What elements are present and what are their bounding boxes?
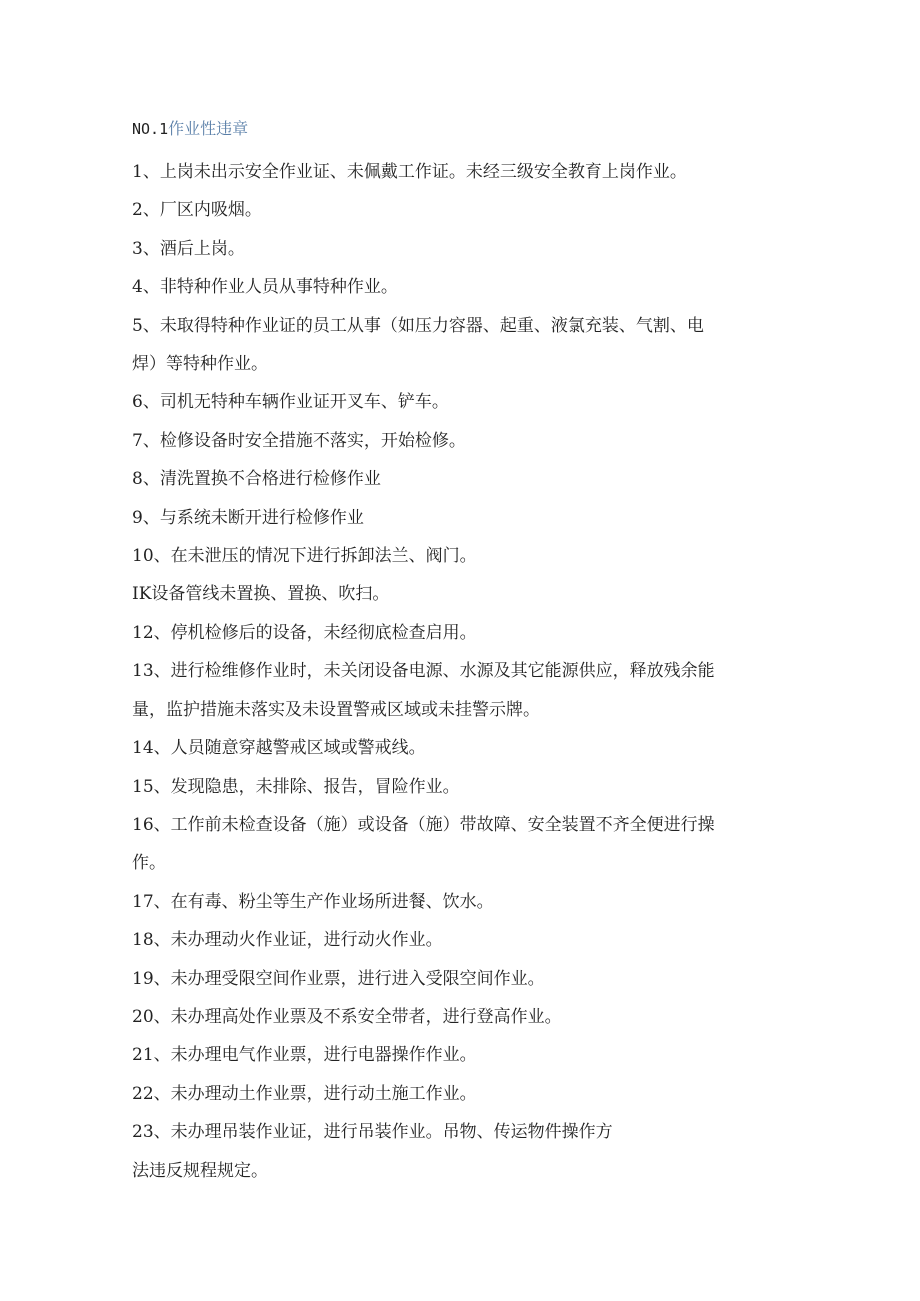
list-item-line: 7、检修设备时安全措施不落实，开始检修。 — [132, 430, 466, 451]
list-item-line: 21、未办理电气作业票，进行电器操作作业。 — [132, 1045, 477, 1066]
list-item — [132, 537, 772, 575]
list-item-line: 2、厂区内吸烟。 — [132, 200, 262, 221]
list-item-line: 8、清洗置换不合格进行检修作业 — [132, 469, 381, 490]
list-item — [132, 307, 772, 384]
list-item-line: 3、酒后上岗。 — [132, 238, 245, 259]
list-item — [132, 230, 772, 268]
list-item-line: 17、在有毒、粉尘等生产作业场所进餐、饮水。 — [132, 891, 494, 912]
rule-list — [132, 153, 772, 1190]
list-item-line: 20、未办理高处作业票及不系安全带者，进行登高作业。 — [132, 1006, 562, 1027]
list-item-line: 15、发现隐患，未排除、报告，冒险作业。 — [132, 776, 460, 797]
list-item-line: 18、未办理动火作业证，进行动火作业。 — [132, 930, 443, 951]
list-item — [132, 1075, 772, 1113]
list-item — [132, 499, 772, 537]
list-item — [132, 191, 772, 229]
list-item — [132, 921, 772, 959]
list-item-line: 焊）等特种作业。 — [132, 354, 268, 375]
list-item — [132, 729, 772, 767]
list-item — [132, 998, 772, 1036]
section-heading — [132, 115, 772, 143]
list-item — [132, 153, 772, 191]
list-item — [132, 768, 772, 806]
list-item-line: 法违反规程规定。 — [132, 1160, 268, 1181]
section-title: 作业性违章 — [168, 119, 249, 138]
list-item — [132, 383, 772, 421]
list-item-line: 9、与系统未断开进行检修作业 — [132, 507, 364, 528]
list-item-line: 14、人员随意穿越警戒区域或警戒线。 — [132, 738, 426, 759]
list-item — [132, 883, 772, 921]
list-item-line: 1、上岗未出示安全作业证、未佩戴工作证。未经三级安全教育上岗作业。 — [132, 162, 687, 182]
list-item — [132, 422, 772, 460]
list-item — [132, 960, 772, 998]
list-item-line: 5、未取得特种作业证的员工从事（如压力容器、起重、液氯充装、气割、电 — [132, 315, 704, 336]
document-body — [132, 115, 772, 1190]
list-item — [132, 268, 772, 306]
section-number: NO.1 — [132, 120, 169, 138]
list-item-line: 22、未办理动土作业票，进行动土施工作业。 — [132, 1083, 477, 1104]
list-item-line: 12、停机检修后的设备，未经彻底检查启用。 — [132, 622, 477, 643]
list-item — [132, 614, 772, 652]
list-item — [132, 1036, 772, 1074]
list-item-line: 13、进行检维修作业时，未关闭设备电源、水源及其它能源供应，释放残余能 — [132, 661, 715, 682]
list-item — [132, 652, 772, 729]
list-item — [132, 1113, 772, 1151]
list-item — [132, 806, 772, 883]
list-item-line: 作。 — [132, 853, 166, 874]
list-item-line: 量，监护措施未落实及未设置警戒区域或未挂警示牌。 — [132, 699, 540, 720]
list-item — [132, 1152, 772, 1190]
list-item — [132, 460, 772, 498]
list-item-line: 19、未办理受限空间作业票，进行进入受限空间作业。 — [132, 968, 545, 989]
list-item-line: 6、司机无特种车辆作业证开叉车、铲车。 — [132, 392, 449, 413]
list-item — [132, 575, 772, 613]
list-item-line: 16、工作前未检查设备（施）或设备（施）带故障、安全装置不齐全便进行操 — [132, 814, 715, 835]
list-item-line: IK设备管线未置换、置换、吹扫。 — [132, 584, 390, 605]
list-item-line: 10、在未泄压的情况下进行拆卸法兰、阀门。 — [132, 546, 477, 567]
list-item-line: 4、非特种作业人员从事特种作业。 — [132, 277, 398, 298]
list-item-line: 23、未办理吊装作业证，进行吊装作业。吊物、传运物件操作方 — [132, 1122, 613, 1143]
